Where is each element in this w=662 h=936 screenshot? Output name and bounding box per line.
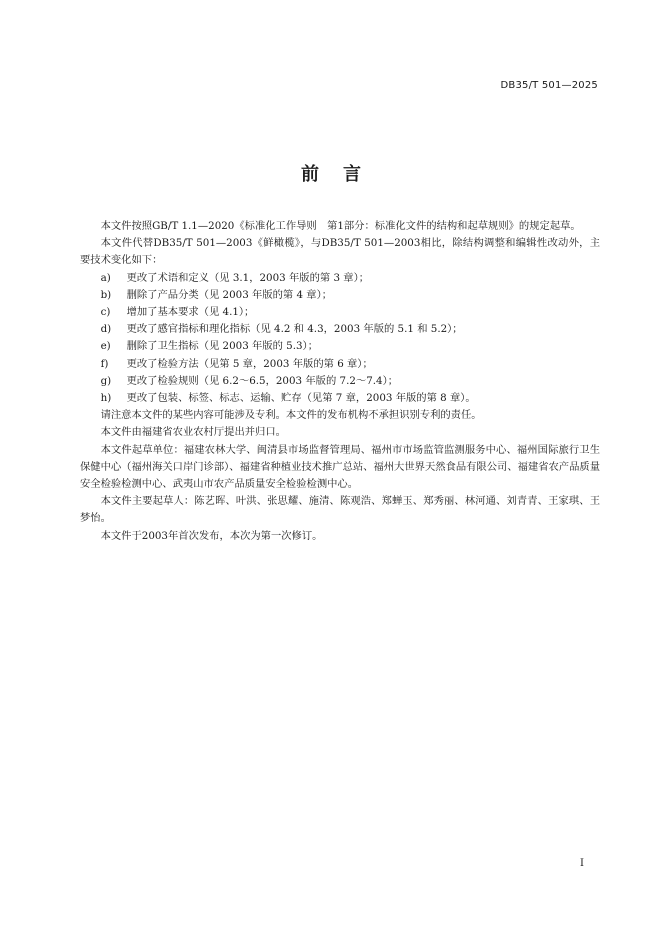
list-item: a) 更改了术语和定义（见 3.1，2003 年版的第 3 章）； bbox=[100, 271, 370, 284]
list-item: c) 增加了基本要求（见 4.1）； bbox=[100, 306, 255, 319]
paragraph-drafters: 本文件主要起草人：陈艺晖、叶洪、张思耀、施清、陈观浩、郑蝉玉、郑秀丽、林河通、刘青青、王家琪、王梦怡。 bbox=[80, 495, 600, 525]
paragraph-history: 本文件于2003年首次发布，本次为第一次修订。 bbox=[100, 529, 323, 542]
changes-list bbox=[80, 270, 600, 408]
paragraph-patent-notice: 请注意本文件的某些内容可能涉及专利。本文件的发布机构不承担识别专利的责任。 bbox=[100, 409, 482, 422]
list-item: d) 更改了感官指标和理化指标（见 4.2 和 4.3，2003 年版的 5.1 和 5.2）； bbox=[100, 323, 463, 336]
page-number: I bbox=[580, 858, 584, 869]
standard-code: DB35/T 501—2025 bbox=[500, 80, 598, 91]
list-item: e) 删除了卫生指标（见 2003 年版的 5.3）； bbox=[100, 340, 318, 353]
list-item: g) 更改了检验规则（见 6.2～6.5，2003 年版的 7.2～7.4）； bbox=[100, 374, 399, 387]
list-item: f) 更改了检验方法（见第 5 章，2003 年版的第 6 章）； bbox=[100, 357, 373, 370]
page-title: 前言 bbox=[301, 164, 385, 185]
paragraph-proposer: 本文件由福建省农业农村厅提出并归口。 bbox=[100, 426, 286, 439]
paragraph-drafting-units: 本文件起草单位：福建农林大学、闽清县市场监督管理局、福州市市场监管监测服务中心、福州国际旅行卫生保健中心（福州海关口岸门诊部）、福建省种植业技术推广总站、福州大世界天然食品有限公司、福建省农产品质量安全检验检测中心、武夷山市农产品质量安全检验检测中心。 bbox=[80, 443, 600, 491]
list-item: b) 删除了产品分类（见 2003 年版的第 4 章）； bbox=[100, 288, 333, 301]
document-body bbox=[80, 218, 600, 545]
list-item: h) 更改了包装、标签、标志、运输、贮存（见第 7 章，2003 年版的第 8 章）。 bbox=[100, 392, 476, 405]
paragraph-replacement: 本文件代替DB35/T 501—2003《鲜橄榄》，与DB35/T 501—2003相比，除结构调整和编辑性改动外，主要技术变化如下： bbox=[80, 237, 600, 267]
paragraph-drafting-rules: 本文件按照GB/T 1.1—2020《标准化工作导则 第1部分：标准化文件的结构和起草规则》的规定起草。 bbox=[100, 220, 581, 232]
